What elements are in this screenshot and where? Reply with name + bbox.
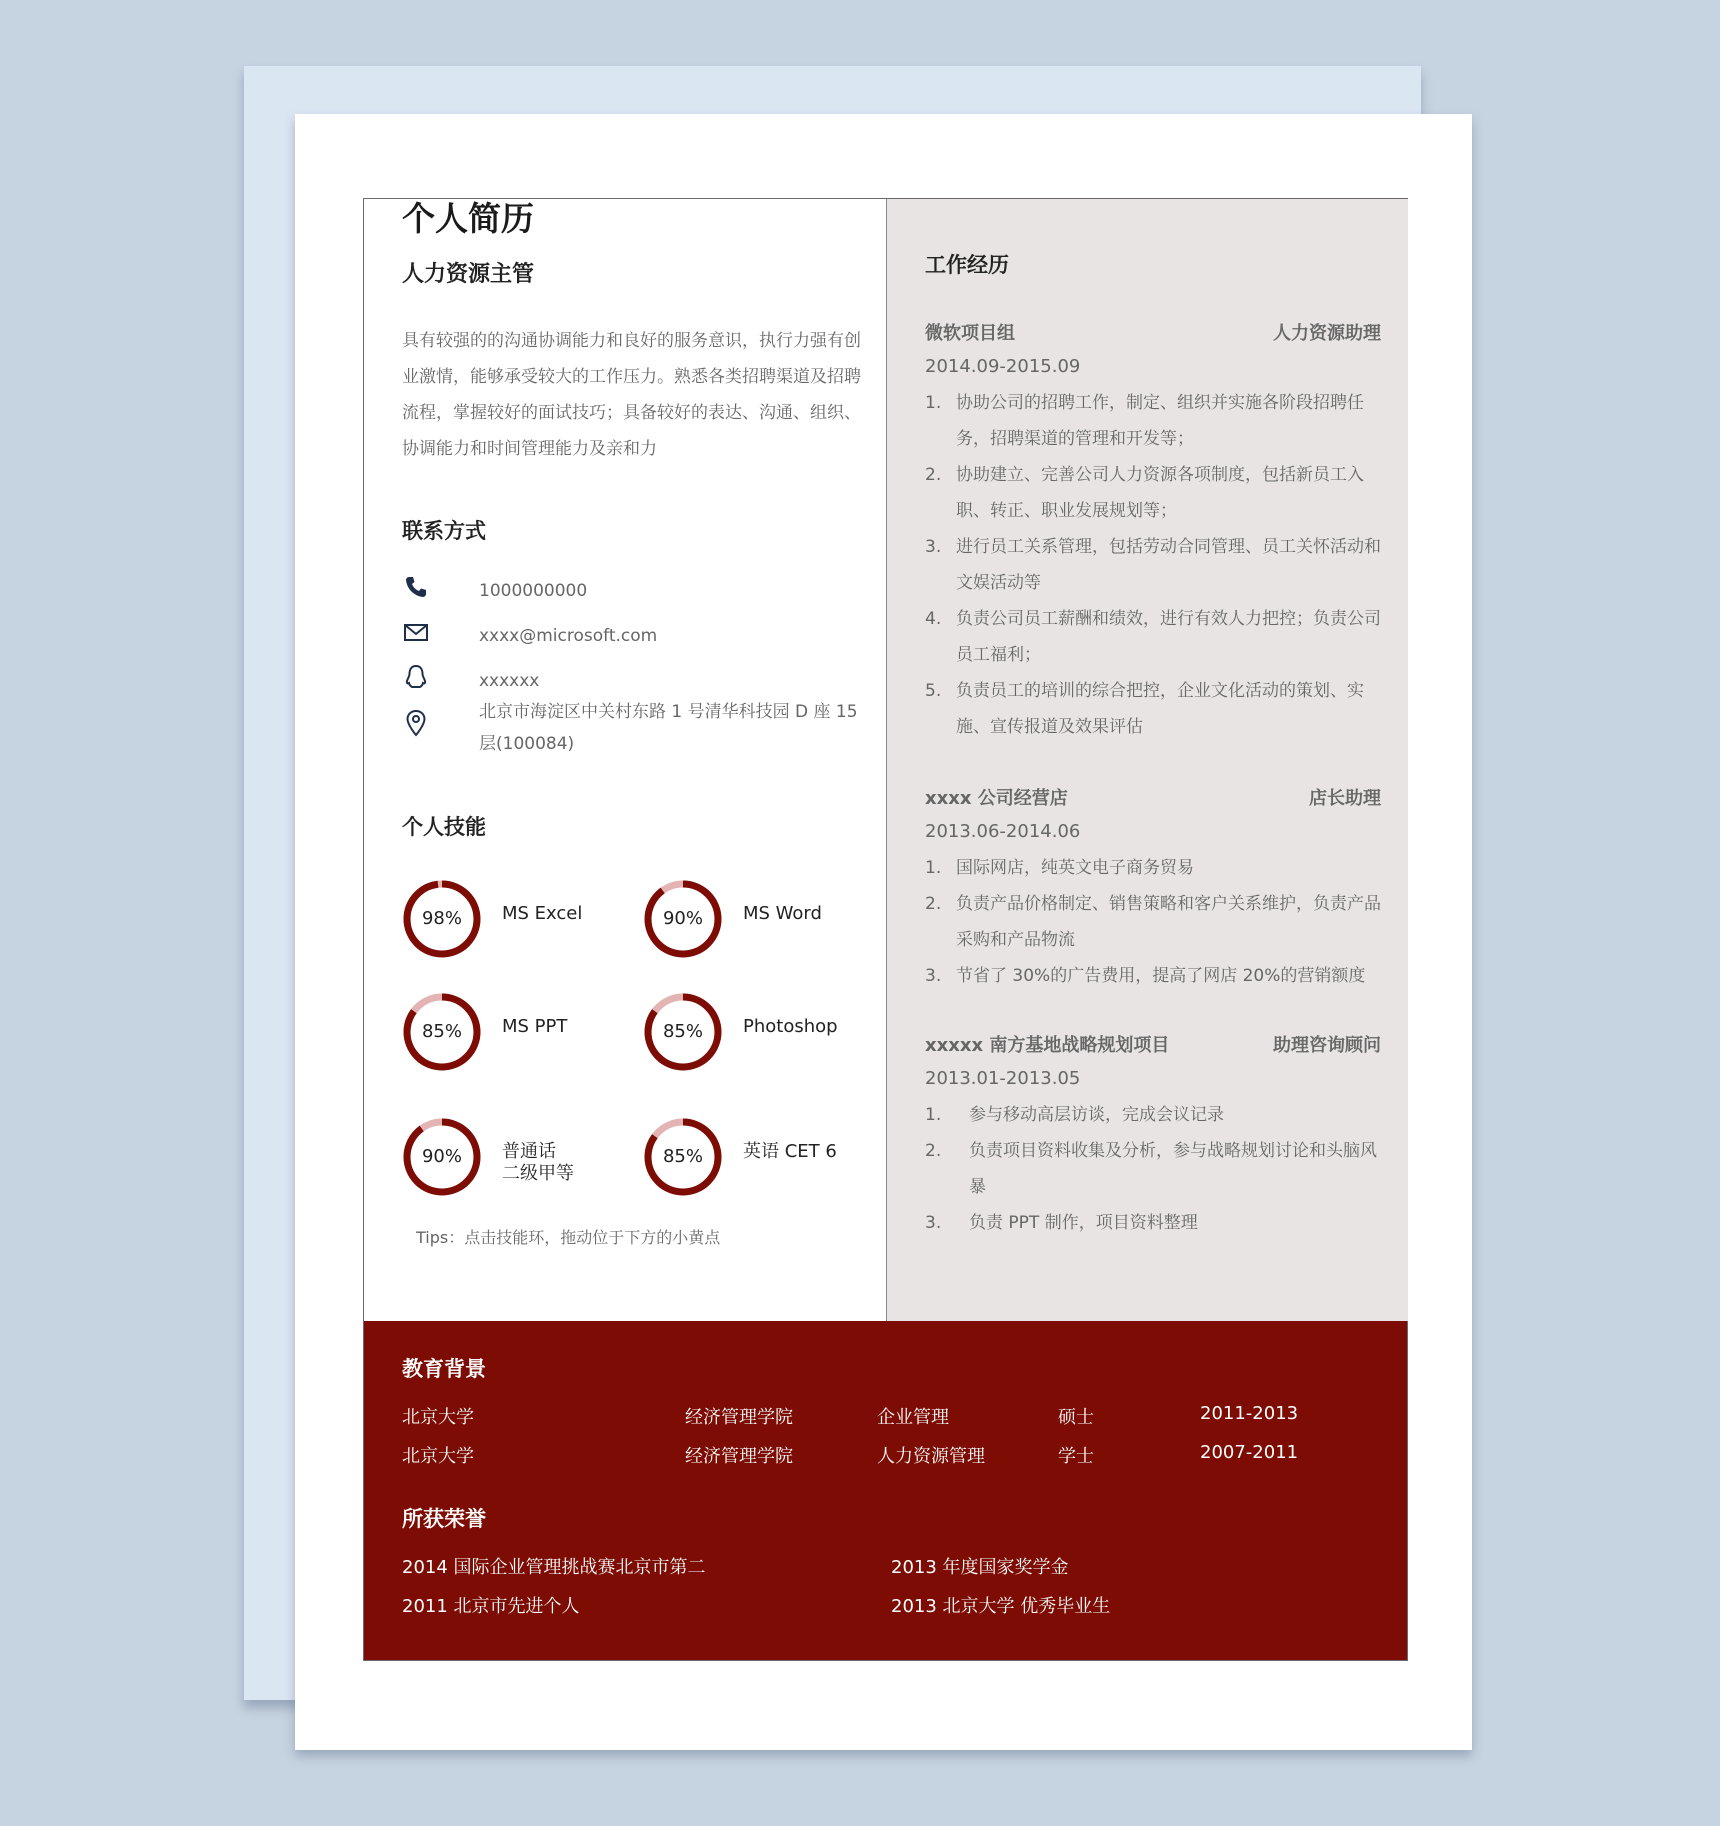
job-duty: [925, 529, 1387, 601]
skill-percent: 90%: [421, 1146, 462, 1167]
job-dates: 2013.01-2013.05: [925, 1068, 1081, 1089]
job-duty: [925, 1205, 1387, 1241]
resume-page: [363, 198, 1408, 1661]
duty-number: 1.: [925, 1105, 942, 1125]
education-honors-band: [364, 1321, 1407, 1660]
skill-percent: 85%: [421, 1021, 462, 1042]
job-title: 人力资源主管: [402, 262, 535, 287]
duty-number: 4.: [925, 609, 942, 629]
edu-years: 2011-2013: [1200, 1403, 1299, 1424]
mail-icon: [402, 618, 430, 646]
skill-name: Photoshop: [743, 1016, 838, 1037]
duty-number: 2.: [925, 1141, 942, 1161]
skills-heading: 个人技能: [402, 815, 486, 839]
job-duty: [925, 457, 1387, 529]
edu-years: 2007-2011: [1200, 1442, 1299, 1463]
skill-ring-item[interactable]: [402, 879, 632, 963]
honor-item: 2014 国际企业管理挑战赛北京市第二: [402, 1557, 706, 1578]
skill-name: MS Word: [743, 903, 822, 924]
skill-name: 普通话 二级甲等: [502, 1141, 574, 1184]
job-duty: [925, 886, 1387, 958]
resume-heading: 个人简历: [402, 199, 534, 238]
skill-name: MS PPT: [502, 1016, 568, 1037]
duty-text: 协助公司的招聘工作，制定、组织并实施各阶段招聘任务，招聘渠道的管理和开发等；: [956, 393, 1364, 449]
phone-icon: [402, 573, 430, 601]
skill-ring-item[interactable]: [643, 1117, 873, 1201]
contact-qq: [402, 659, 872, 699]
duty-text: 负责员工的培训的综合把控，企业文化活动的策划、实施、宣传报道及效果评估: [956, 681, 1364, 737]
job-duty: [925, 673, 1387, 745]
job-duty: [925, 958, 1387, 994]
job-header: [925, 1031, 1387, 1061]
experience-heading: 工作经历: [925, 253, 1009, 277]
job-role: 人力资源助理: [1273, 323, 1381, 344]
contact-heading: 联系方式: [402, 519, 486, 543]
edu-degree: 学士: [1058, 1446, 1094, 1467]
address-text: 北京市海淀区中关村东路 1 号清华科技园 D 座 15 层(100084): [479, 702, 858, 754]
duty-number: 1.: [925, 393, 942, 413]
phone-text: 1000000000: [479, 581, 588, 601]
duty-text: 负责项目资料收集及分析，参与战略规划讨论和头脑风暴: [969, 1141, 1377, 1197]
skill-ring-item[interactable]: [643, 879, 873, 963]
job-header: [925, 784, 1387, 814]
job-dates: 2014.09-2015.09: [925, 356, 1081, 377]
job-company: xxxx 公司经营店: [925, 788, 1068, 809]
edu-school: 北京大学: [402, 1407, 474, 1428]
skill-name: 英语 CET 6: [743, 1141, 837, 1162]
job-duty: [925, 850, 1387, 886]
duty-number: 3.: [925, 1213, 942, 1233]
education-heading: 教育背景: [402, 1357, 486, 1381]
job-dates: 2013.06-2014.06: [925, 821, 1081, 842]
job-company: xxxxx 南方基地战略规划项目: [925, 1035, 1170, 1056]
job-header: [925, 319, 1387, 349]
duty-text: 节省了 30%的广告费用，提高了网店 20%的营销额度: [956, 966, 1366, 986]
edu-college: 经济管理学院: [685, 1407, 793, 1428]
edu-degree: 硕士: [1058, 1407, 1094, 1428]
qq-icon: [402, 663, 430, 691]
duty-number: 3.: [925, 966, 942, 986]
skill-percent: 85%: [662, 1021, 703, 1042]
duty-text: 参与移动高层访谈，完成会议记录: [969, 1105, 1224, 1125]
contact-address: [402, 696, 872, 766]
job-duty: [925, 1097, 1387, 1133]
job-entry: [925, 1031, 1387, 1241]
left-column: [364, 199, 886, 1321]
duty-number: 2.: [925, 465, 942, 485]
skills-tip: Tips：点击技能环，拖动位于下方的小黄点: [416, 1228, 721, 1247]
contact-email: [402, 614, 872, 654]
right-column: [886, 199, 1408, 1321]
qq-text: xxxxxx: [479, 671, 540, 691]
duty-number: 1.: [925, 858, 942, 878]
summary-text: 具有较强的的沟通协调能力和良好的服务意识，执行力强有创业激情，能够承受较大的工作压力。熟悉各类招聘渠道及招聘流程，掌握较好的面试技巧；具备较好的表达、沟通、组织、协调能力和时间管理能力及亲和力: [402, 331, 861, 459]
skill-percent: 85%: [662, 1146, 703, 1167]
skill-percent: 90%: [662, 908, 703, 929]
duty-text: 协助建立、完善公司人力资源各项制度，包括新员工入职、转正、职业发展规划等；: [956, 465, 1364, 521]
job-duty: [925, 601, 1387, 673]
honor-item: 2013 年度国家奖学金: [891, 1557, 1069, 1578]
skill-ring-item[interactable]: [402, 1117, 632, 1201]
education-row: [402, 1403, 1362, 1433]
job-duty: [925, 385, 1387, 457]
email-text: xxxx@microsoft.com: [479, 626, 658, 646]
job-company: 微软项目组: [925, 323, 1015, 344]
skill-ring-item[interactable]: [643, 992, 873, 1076]
job-entry: [925, 319, 1387, 745]
job-duty: [925, 1133, 1387, 1205]
skill-percent: 98%: [421, 908, 462, 929]
duty-text: 负责产品价格制定、销售策略和客户关系维护，负责产品采购和产品物流: [956, 894, 1381, 950]
location-pin-icon: [402, 708, 430, 736]
edu-school: 北京大学: [402, 1446, 474, 1467]
skill-name: MS Excel: [502, 903, 583, 924]
duty-text: 负责 PPT 制作，项目资料整理: [969, 1213, 1198, 1233]
duty-number: 2.: [925, 894, 942, 914]
honors-heading: 所获荣誉: [402, 1507, 486, 1531]
honor-item: 2011 北京市先进个人: [402, 1596, 580, 1617]
duty-text: 负责公司员工薪酬和绩效，进行有效人力把控；负责公司员工福利；: [956, 609, 1381, 665]
duty-text: 国际网店，纯英文电子商务贸易: [956, 858, 1194, 878]
skill-ring-item[interactable]: [402, 992, 632, 1076]
edu-major: 企业管理: [877, 1407, 949, 1428]
duty-text: 进行员工关系管理，包括劳动合同管理、员工关怀活动和文娱活动等: [956, 537, 1381, 593]
honor-item: 2013 北京大学 优秀毕业生: [891, 1596, 1111, 1617]
duty-number: 5.: [925, 681, 942, 701]
job-entry: [925, 784, 1387, 994]
contact-phone: [402, 569, 872, 609]
duty-number: 3.: [925, 537, 942, 557]
job-role: 店长助理: [1309, 788, 1381, 809]
education-row: [402, 1442, 1362, 1472]
job-role: 助理咨询顾问: [1273, 1035, 1381, 1056]
edu-college: 经济管理学院: [685, 1446, 793, 1467]
edu-major: 人力资源管理: [877, 1446, 985, 1467]
